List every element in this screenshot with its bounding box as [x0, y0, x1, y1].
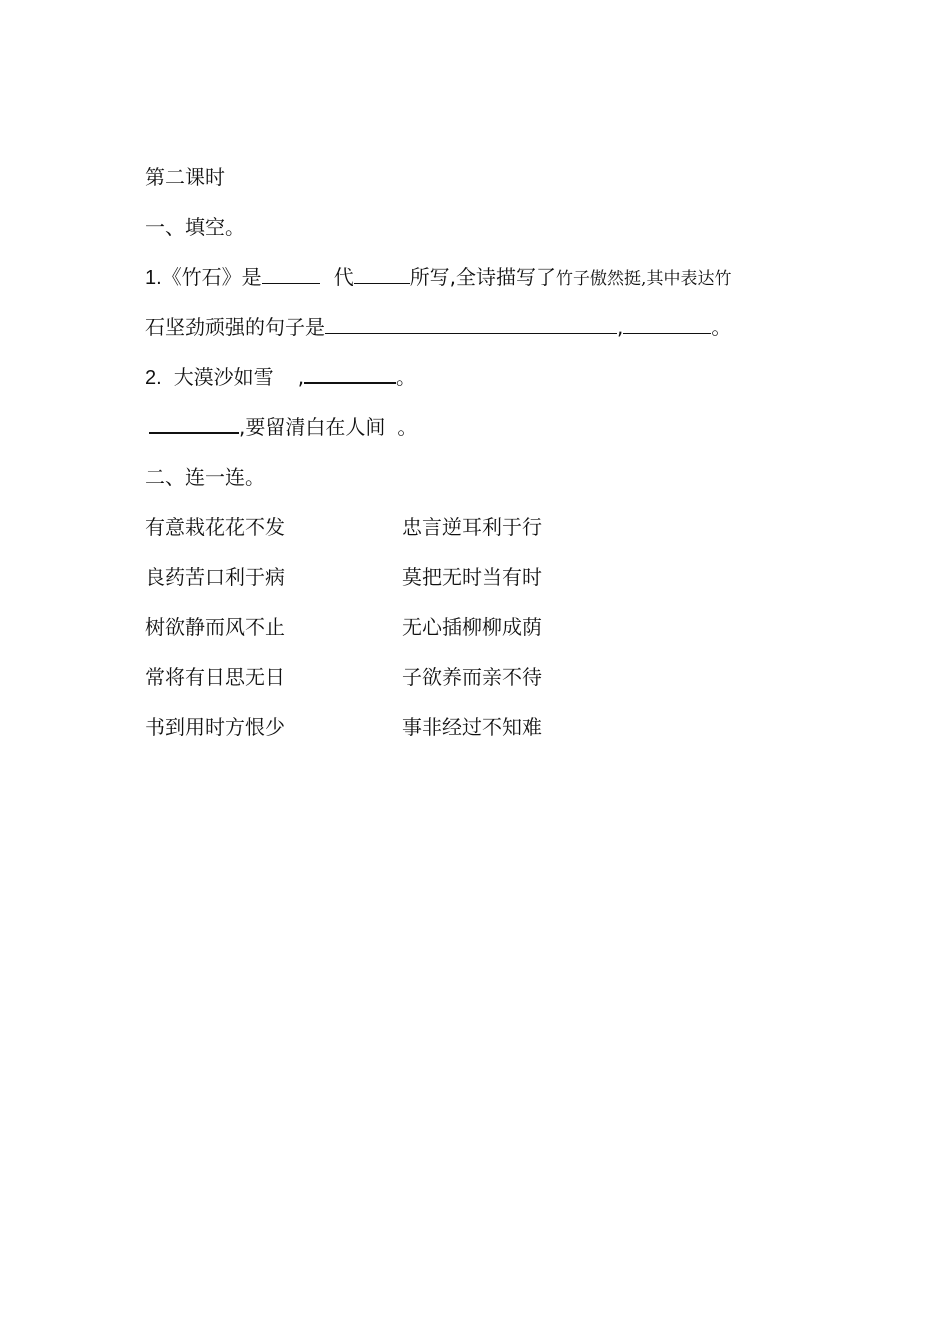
question-1-text-a: 《竹石》是: [161, 265, 262, 289]
blank-author[interactable]: [354, 265, 410, 284]
question-2-comma: ,: [297, 365, 305, 389]
match-right-item[interactable]: 莫把无时当有时: [402, 565, 542, 589]
blank-verse-2[interactable]: [623, 315, 711, 334]
match-right-item[interactable]: 事非经过不知难: [402, 715, 542, 739]
section-1-heading: 一、填空。: [145, 215, 245, 239]
blank-dynasty[interactable]: [262, 265, 320, 284]
question-2-text-a: 大漠沙如雪: [173, 365, 274, 389]
question-1-end: 。: [711, 315, 732, 339]
match-left-item[interactable]: 良药苦口利于病: [145, 565, 285, 589]
question-1-line-1: [145, 264, 731, 292]
match-right-item[interactable]: 无心插柳柳成荫: [402, 615, 542, 639]
question-1-line-2-text: 石坚劲顽强的句子是: [145, 315, 325, 339]
question-1-text-c: 所写,全诗描写了: [409, 265, 557, 289]
match-left-item[interactable]: 常将有日思无日: [145, 665, 285, 689]
section-2-heading: 二、连一连。: [145, 465, 265, 489]
question-2-number: 2.: [145, 367, 162, 389]
match-left-item[interactable]: 书到用时方恨少: [145, 715, 285, 739]
question-2-line-2-text: ,要留清白在人间: [239, 415, 386, 439]
question-1-text-b: 代: [333, 265, 354, 289]
question-1-text-d: 竹子傲然挺,其中表达竹: [556, 269, 732, 289]
question-1-line-2: [145, 314, 731, 340]
question-2-line-2-end: 。: [397, 415, 418, 439]
question-2-line-1: [145, 364, 416, 391]
question-2-line-2: [145, 414, 417, 440]
lesson-title: 第二课时: [145, 165, 225, 189]
question-2-end: 。: [396, 365, 417, 389]
match-right-item[interactable]: 忠言逆耳利于行: [402, 515, 542, 539]
blank-verse-4[interactable]: [149, 414, 239, 434]
match-left-item[interactable]: 有意栽花花不发: [145, 515, 285, 539]
question-1-number: 1.: [145, 267, 162, 289]
match-right-item[interactable]: 子欲养而亲不待: [402, 665, 542, 689]
match-left-item[interactable]: 树欲静而风不止: [145, 615, 285, 639]
blank-verse-1[interactable]: [325, 315, 617, 334]
blank-verse-3[interactable]: [304, 364, 396, 384]
question-1-comma: ,: [617, 315, 624, 339]
